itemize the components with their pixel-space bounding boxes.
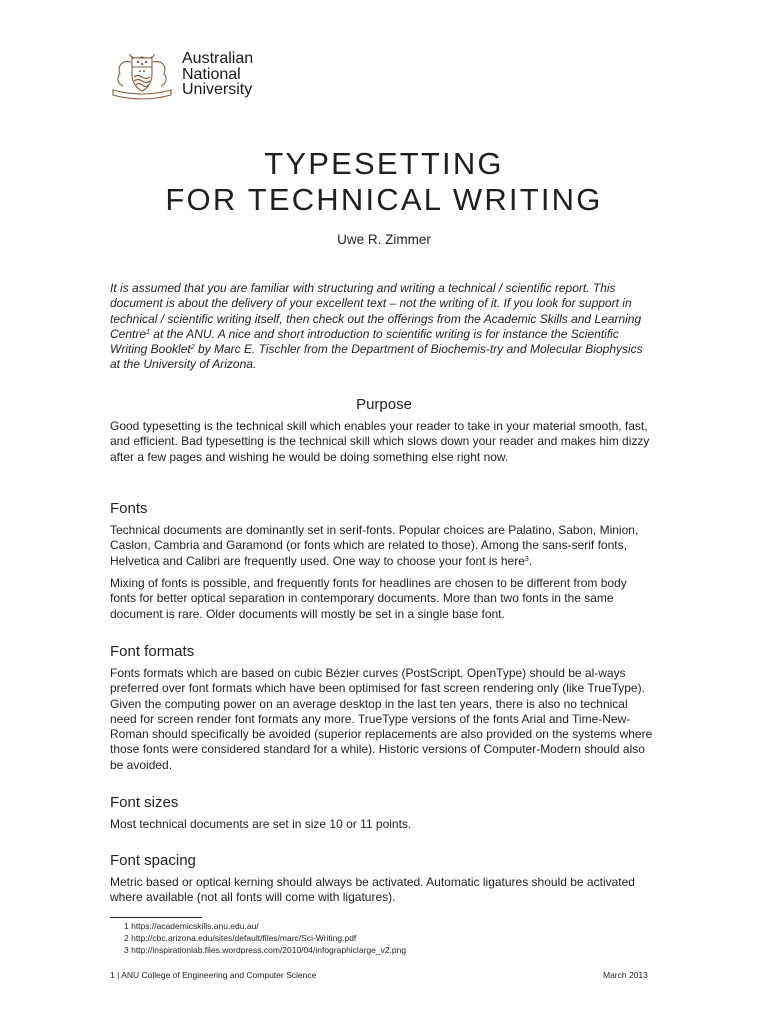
font-sizes-paragraph: Most technical documents are set in size 10 or 11 points.: [110, 817, 412, 831]
page-footer-date: March 2013: [603, 970, 648, 980]
footnote-ref-1: 1: [146, 328, 150, 336]
page-footer-left: 1 | ANU College of Engineering and Computer Science: [110, 970, 317, 980]
anu-crest-icon: [110, 50, 174, 100]
footnote-ref-3: 3: [524, 555, 529, 563]
anu-logo: [110, 50, 270, 102]
font-spacing-paragraph: Metric based or optical kerning should always be activated. Automatic ligatures should be activated where available (not all fonts will come with ligatures).: [110, 875, 635, 905]
footnote-divider: [110, 917, 202, 918]
intro-text-1: It is assumed that you are familiar with structuring and writing a technical / scientific report. This document is about the delivery of your excellent text – not the writing of it. If you look for support in technical / scientific writing itself, then check out the offerings from the Academic Skills and Learning Centre: [110, 281, 642, 341]
footnote-ref-2: 2: [190, 344, 195, 352]
heading-font-spacing: Font spacing: [110, 852, 196, 869]
document-title-line-2: FOR TECHNICAL WRITING: [165, 182, 603, 217]
footnote-3: 3 http://inspirationlab.files.wordpress.com/2010/04/infographiclarge_v2.png: [124, 945, 407, 955]
logo-line-2: National: [182, 65, 241, 83]
font-formats-paragraph: Fonts formats which are based on cubic Bézier curves (PostScript, OpenType) should be al-ways preferred over font formats which have been optimised for fast screen rendering only (like TrueType). Given the computing power on an average desktop in the last ten years, there is also no technical need for screen render font formats any more. TrueType versions of the fonts Arial and Time-New-Roman should specifically be avoided (superior replacements are also provided on the systems where those fonts were considered standard for a while). Historic versions of Computer-Modern should also be avoided.: [110, 666, 653, 772]
intro-paragraph: [110, 281, 655, 373]
fonts-paragraph-1-text: Technical documents are dominantly set in serif-fonts. Popular choices are Palatino, Sabon, Minion, Caslon, Cambria and Garamond (or fonts which are related to those). Among the sans-serif fonts, Helvetica and Calibri are frequently used. One way to choose your font is here: [110, 523, 639, 568]
heading-font-sizes: Font sizes: [110, 794, 179, 811]
logo-line-3: University: [182, 81, 253, 98]
fonts-paragraph-1-end: .: [528, 553, 533, 568]
fonts-paragraph-1: [110, 523, 655, 569]
footnote-2: 2 http://cbc.arizona.edu/sites/default/files/marc/Sci-Writing.pdf: [124, 933, 357, 943]
heading-fonts: Fonts: [110, 500, 148, 517]
fonts-paragraph-2: Mixing of fonts is possible, and frequently fonts for headlines are chosen to be different from body fonts for better optical separation in contemporary documents. More than two fonts in the same document is rare. Older documents will mostly be set in a single base font.: [110, 576, 627, 621]
heading-purpose: Purpose: [356, 396, 412, 413]
heading-font-formats: Font formats: [110, 643, 195, 660]
intro-text-2: at the ANU. A nice and short introduction to scientific writing is for instance the Scientific Writing Booklet: [110, 326, 619, 357]
purpose-paragraph: Good typesetting is the technical skill which enables your reader to take in your material smooth, fast, and efficient. Bad typesetting is the technical skill which slows down your reader and makes him dizzy after a few pages and wishing he would be doing something else right now.: [110, 419, 650, 464]
author: Uwe R. Zimmer: [337, 232, 431, 247]
logo-line-1: Australian: [182, 50, 254, 67]
document-title-line-1: TYPESETTING: [264, 146, 504, 181]
intro-text-3: by Marc E. Tischler from the Department of Biochemis-try and Molecular Biophysics at the University of Arizona.: [110, 342, 643, 372]
footnote-1: 1 https://academicskills.anu.edu.au/: [124, 921, 259, 931]
university-name: [182, 51, 253, 98]
